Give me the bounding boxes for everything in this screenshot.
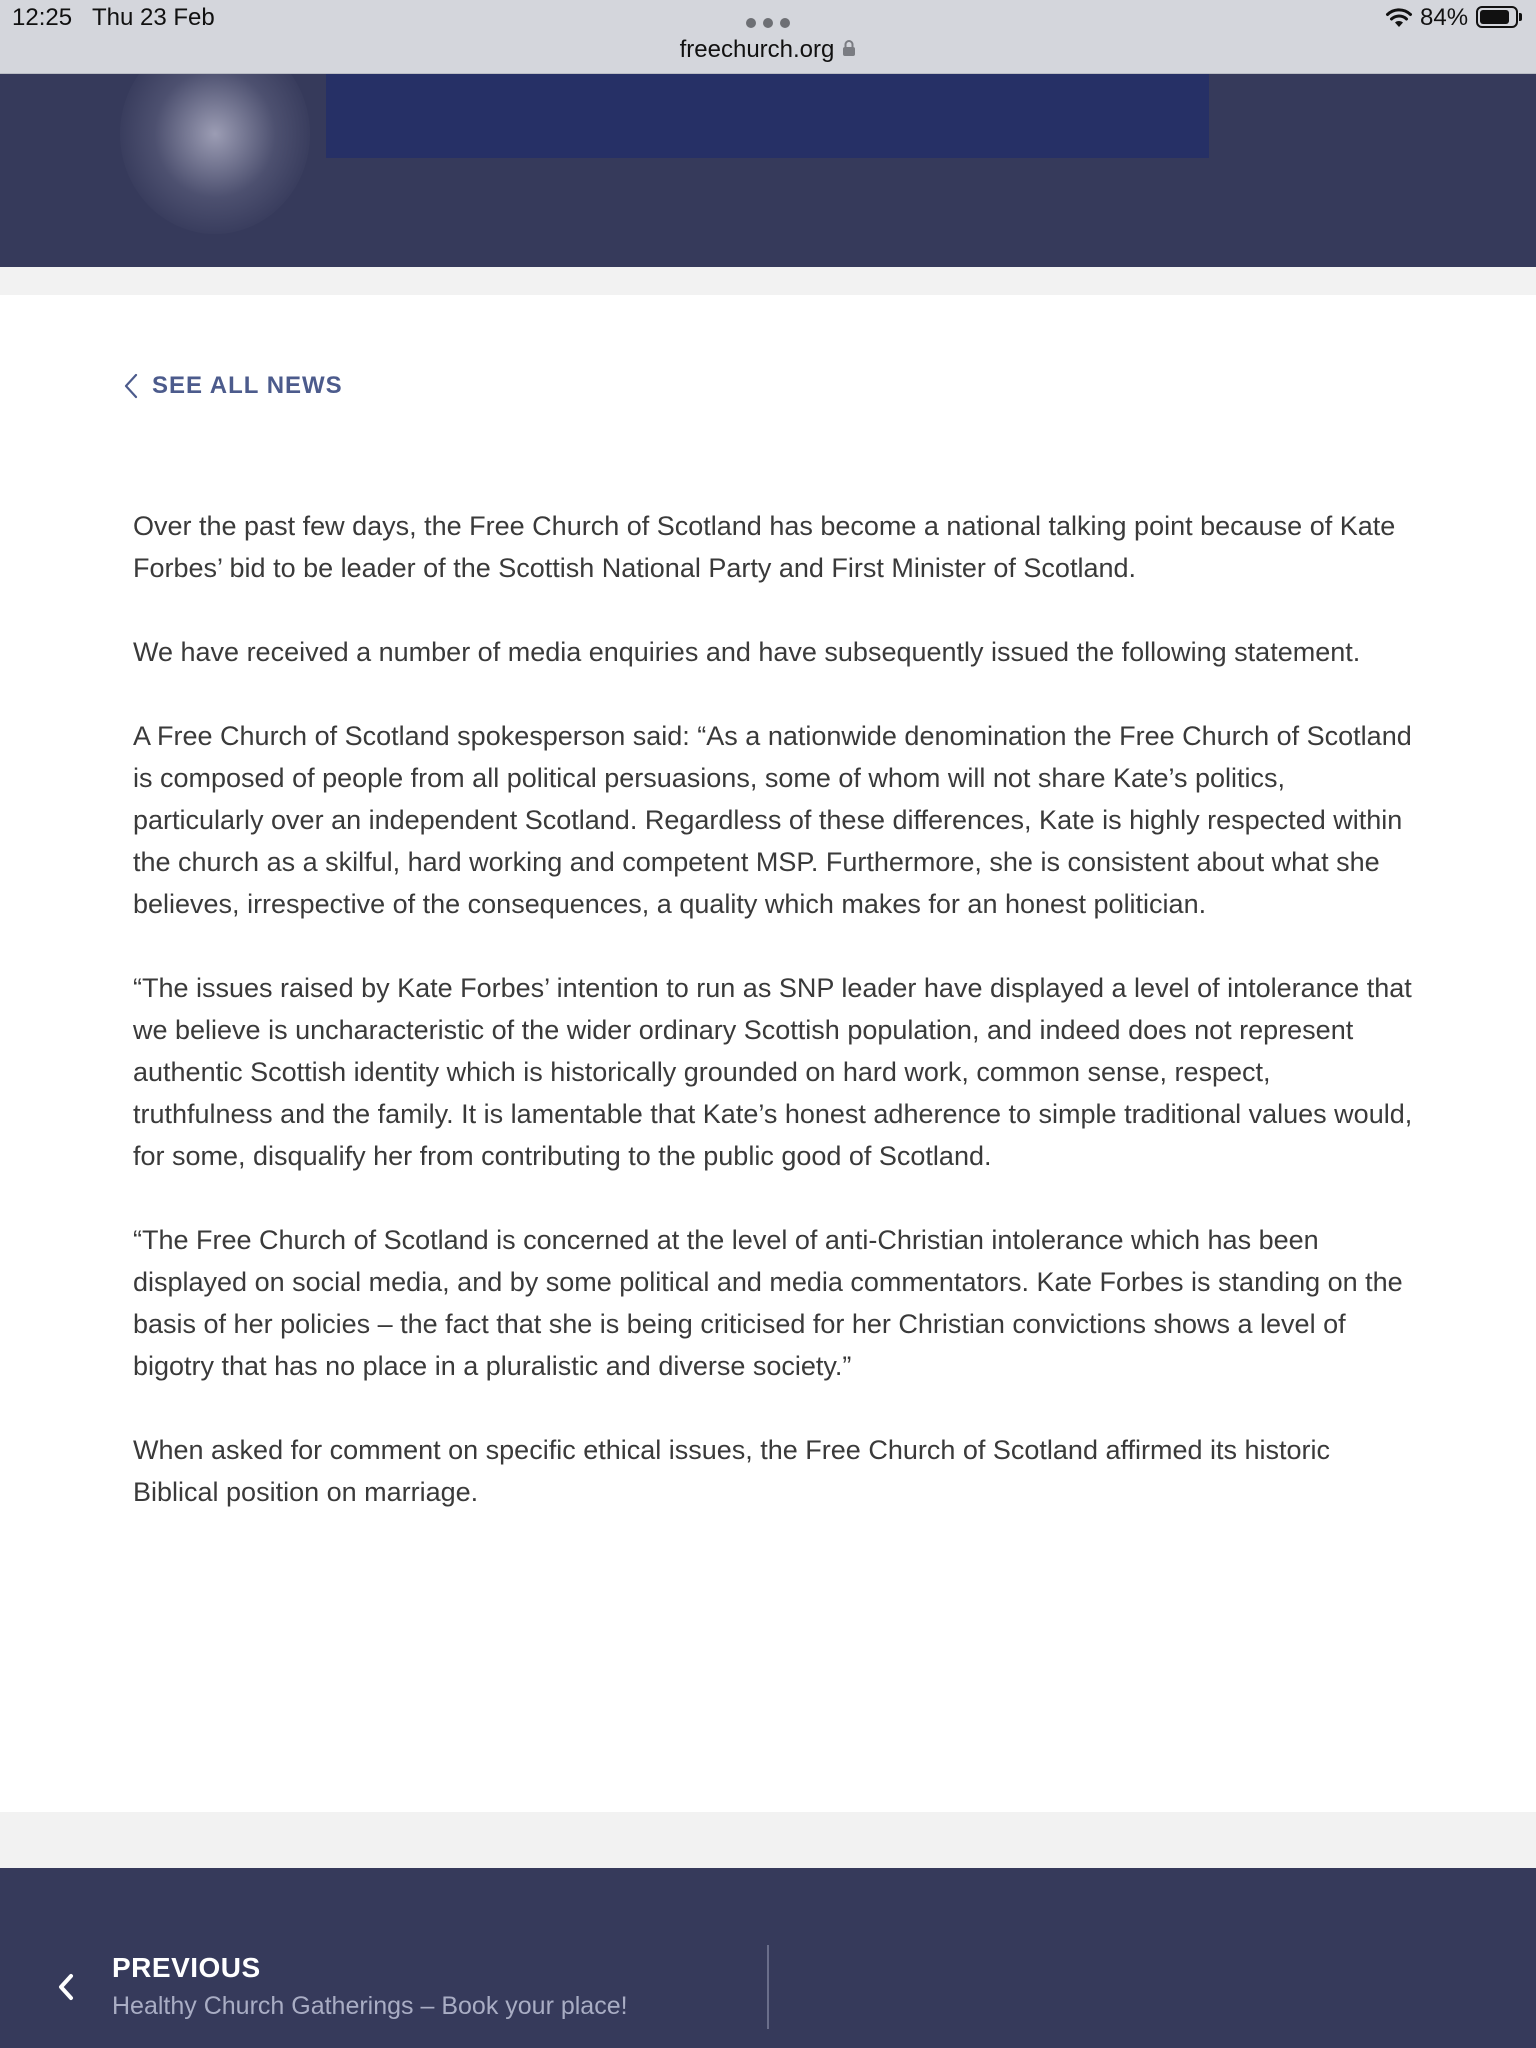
wifi-icon [1385,8,1413,28]
section-divider [0,267,1536,295]
article-paragraph: Over the past few days, the Free Church of Scotland has become a national talking point because of Kate Forbes’ bid to be leader of the Scottish National Party and First Minister of Scotland. [133,511,1396,583]
chevron-left-icon [124,373,138,399]
previous-post-link[interactable] [0,1868,768,2048]
browser-status-bar [0,0,1536,74]
hero-light-blur [120,74,310,234]
previous-label: PREVIOUS [112,1952,261,1983]
battery-icon [1476,6,1518,28]
article-paragraph: When asked for comment on specific ethical issues, the Free Church of Scotland affirmed its historic Biblical position on marriage. [133,1435,1331,1507]
article-paragraph: “The issues raised by Kate Forbes’ intention to run as SNP leader have displayed a level of intolerance that we believe is uncharacteristic of the wider ordinary Scottish population, and indeed does not represent authentic Scottish identity which is historically grounded on hard work, common sense, respect, truthfulness and the family. It is lamentable that Kate’s honest adherence to simple traditional values would, for some, disqualify her from contributing to the public good of Scotland. [133,973,1413,1171]
battery-percentage: 84% [1420,4,1469,31]
lock-icon [842,39,856,57]
nav-divider [767,1945,769,2029]
article-paragraph: A Free Church of Scotland spokesperson said: “As a nationwide denomination the Free Church of Scotland is composed of people from all political persuasions, some of whom will not share Kate’s politics, particularly over an independent Scotland. Regardless of these differences, Kate is highly respected within the church as a skilful, hard working and competent MSP. Furthermore, she is consistent about what she believes, irrespective of the consequences, a quality which makes for an honest politician. [133,721,1412,919]
address-bar[interactable] [0,36,1536,64]
see-all-news-link[interactable] [124,372,343,400]
chevron-left-icon [56,1972,76,2002]
status-time: 12:25 [12,4,73,31]
article-paragraph: “The Free Church of Scotland is concerned at the level of anti-Christian intolerance which has been displayed on social media, and by some political and media commentators. Kate Forbes is standing on the basis of her policies – the fact that she is being criticised for her Christian convictions shows a level of bigotry that has no place in a pluralistic and diverse society.” [133,1225,1403,1381]
multitasking-dots-icon[interactable] [746,18,790,28]
post-navigation [0,1868,1536,2048]
url-text: freechurch.org [679,36,835,63]
status-date: Thu 23 Feb [92,4,215,31]
see-all-news-label: SEE ALL NEWS [152,372,343,399]
article-body [133,505,1413,1555]
hero-banner [0,74,1536,267]
section-divider-bottom [0,1812,1536,1868]
hero-image-panel [326,74,1209,158]
previous-post-title: Healthy Church Gatherings – Book your place! [112,1992,628,2020]
article-paragraph: We have received a number of media enquiries and have subsequently issued the following statement. [133,637,1361,667]
